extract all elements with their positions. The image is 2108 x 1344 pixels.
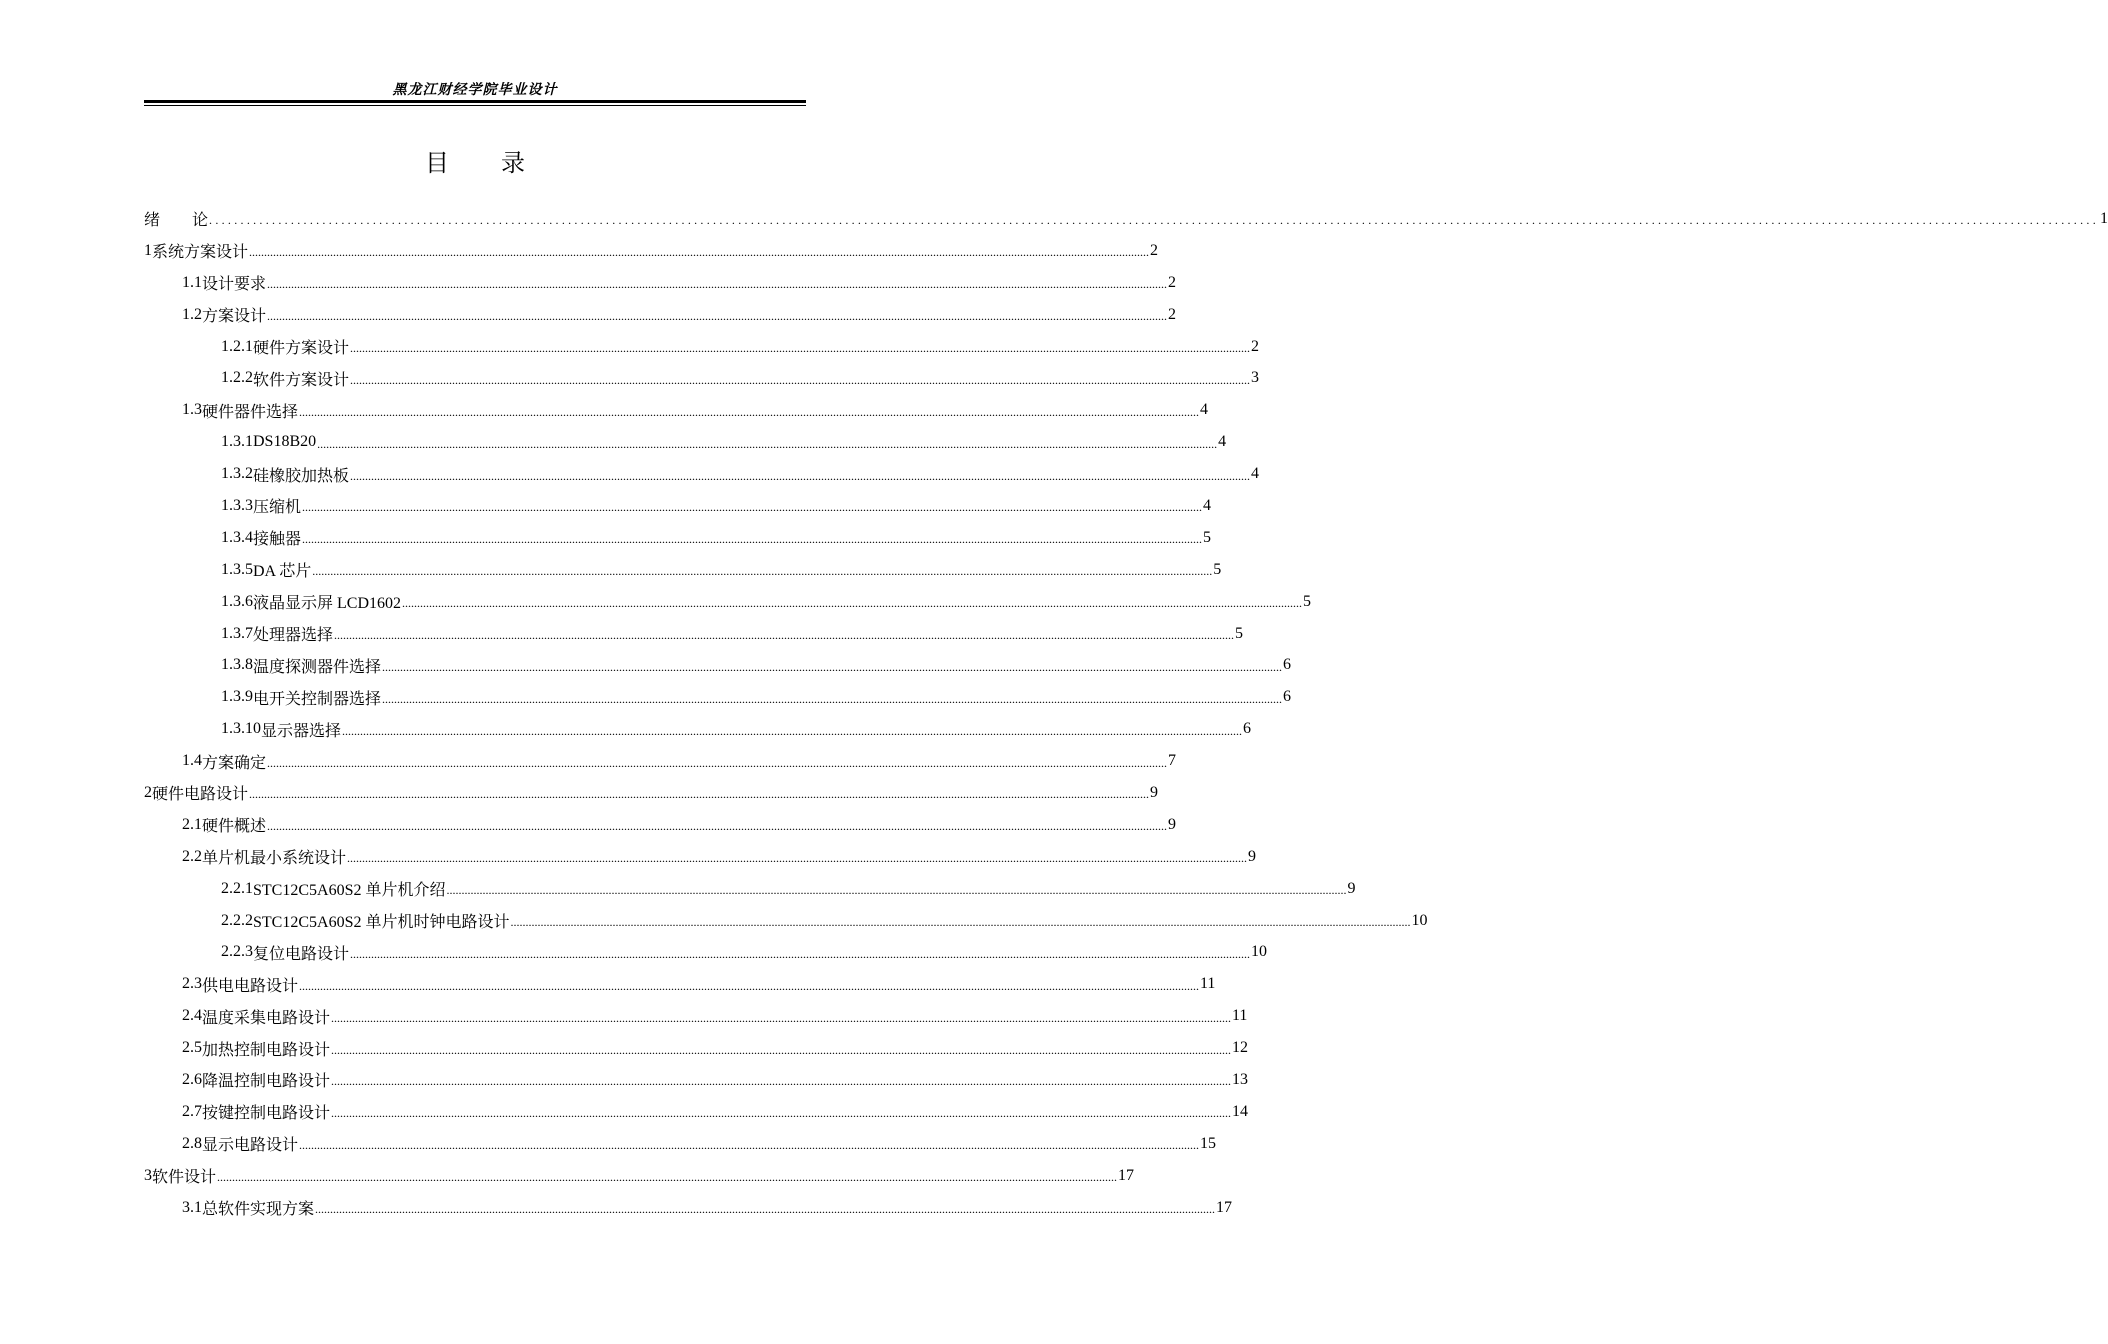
toc-entry-page: 5 — [1203, 528, 1212, 546]
toc-entry-number: 1.3.1 — [221, 433, 253, 451]
header-rule-thick — [144, 100, 806, 103]
toc-entry[interactable] — [144, 1064, 1249, 1096]
toc-entry-number: 1.3.9 — [221, 688, 253, 706]
toc-dot-leader: ............................................................................................................................................................................................................................................................................................................ — [350, 946, 1251, 961]
toc-heading-left: 目 — [425, 151, 449, 177]
toc-entry[interactable] — [144, 936, 1268, 968]
toc-entry[interactable] — [144, 394, 1209, 426]
toc-entry[interactable] — [144, 681, 1292, 713]
toc-entry-title: DA 芯片 — [253, 563, 312, 581]
toc-dot-leader: ............................................................................................................................................................................................................................................................................................................ — [342, 723, 1243, 738]
toc-entry-number: 1.2.2 — [221, 369, 253, 387]
toc-entry[interactable] — [144, 1128, 1217, 1160]
toc-dot-leader: ............................................................................................................................................................................................................................................................................................................ — [350, 372, 1251, 387]
toc-entry[interactable] — [144, 809, 1177, 841]
toc-entry-page: 13 — [1232, 1070, 1249, 1088]
toc-entry-number: 1.3.3 — [221, 496, 253, 514]
toc-entry[interactable] — [144, 458, 1260, 490]
toc-entry[interactable] — [144, 490, 1212, 522]
toc-entry-number: 1.3.5 — [221, 560, 253, 578]
toc-entry-page: 5 — [1303, 592, 1312, 610]
toc-dot-leader: ............................................................................................................................................................................................................................................................................................................ — [315, 1202, 1216, 1217]
toc-entry-number: 1.3.4 — [221, 528, 253, 546]
toc-dot-leader: ............................................................................................................................................................................................................................................................................................................ — [267, 277, 1168, 292]
header-rule-thin — [144, 105, 806, 106]
toc-entry-page: 9 — [1168, 815, 1177, 833]
toc-entry-page: 2 — [1150, 241, 1159, 259]
toc-entry[interactable] — [144, 713, 1252, 745]
toc-dot-leader: ............................................................................................................................................................................................................................................................................................................ — [510, 915, 1411, 930]
toc-entry-page: 2 — [1168, 273, 1177, 291]
toc-entry-title: 单片机最小系统设计 — [202, 850, 347, 868]
toc-entry-title: 方案设计 — [202, 308, 267, 326]
toc-dot-leader: ............................................................................................................................................................................................................................................................................................................ — [249, 787, 1150, 802]
toc-entry-number: 1.1 — [182, 273, 202, 291]
running-header: 黑龙江财经学院毕业设计 — [392, 83, 558, 98]
toc-dot-leader: ............................................................................................................................................................................................................................................................................................................ — [347, 851, 1248, 866]
toc-entry-title: STC12C5A60S2 单片机介绍 — [253, 882, 446, 900]
toc-entry-title: 硬件方案设计 — [253, 340, 350, 357]
toc-entry-title: 复位电路设计 — [253, 945, 350, 963]
toc-entry-title: 压缩机 — [253, 499, 302, 517]
toc-entry-number: 2.2.3 — [221, 943, 253, 961]
toc-entry[interactable] — [144, 299, 1177, 331]
toc-entry-title: 硅橡胶加热板 — [253, 467, 350, 485]
toc-entry-page: 10 — [1411, 911, 1428, 929]
toc-entry[interactable] — [144, 649, 1292, 681]
toc-entry-title: 显示电路设计 — [202, 1137, 299, 1155]
toc-entry[interactable] — [144, 554, 1222, 586]
toc-entry-page: 9 — [1248, 847, 1257, 865]
toc-entry-page: 15 — [1200, 1134, 1217, 1152]
toc-entry[interactable] — [144, 905, 1428, 937]
toc-entry-number: 1 — [144, 241, 152, 259]
toc-entry-title: 设计要求 — [202, 276, 267, 294]
toc-entry-number: 1.3.6 — [221, 592, 253, 610]
toc-dot-leader: ............................................................................................................................................................................................................................................................................................................ — [334, 628, 1235, 643]
toc-entry-title: 软件方案设计 — [253, 371, 350, 389]
toc-entry-title: 系统方案设计 — [152, 244, 249, 262]
toc-entry-title: 电开关控制器选择 — [253, 690, 382, 708]
toc-dot-leader: ............................................................................................................................................................................................................................................................................................................ — [302, 500, 1203, 515]
toc-entry-number: 2.6 — [182, 1070, 202, 1088]
toc-entry-page: 6 — [1283, 688, 1292, 706]
toc-entry-title: STC12C5A60S2 单片机时钟电路设计 — [253, 914, 510, 932]
toc-entry-number: 1.3.8 — [221, 656, 253, 674]
toc-entry[interactable] — [144, 362, 1260, 394]
toc-entry[interactable] — [144, 777, 1159, 809]
toc-entry[interactable] — [144, 331, 1260, 363]
toc-entry-title: 接触器 — [253, 531, 302, 549]
toc-entry-number: 1.3.10 — [221, 720, 261, 738]
toc-entry-title: 温度采集电路设计 — [202, 1009, 331, 1027]
toc-dot-leader: ............................................................................................................................................................................................................................................................................................................ — [317, 436, 1218, 451]
toc-entry-number: 1.3.2 — [221, 465, 253, 483]
toc-dot-leader: ............................................................................................................................................................................................................................................................................................................ — [217, 1170, 1118, 1185]
toc-dot-leader: ............................................................................................................................................................................................................................................................................................................ — [299, 404, 1200, 419]
toc-entry[interactable] — [144, 1096, 1249, 1128]
toc-entry-number: 2.4 — [182, 1007, 202, 1025]
toc-entry[interactable] — [144, 1192, 1233, 1224]
toc-dot-leader: ............................................................................................................................................................................................................................................................................................................ — [331, 1106, 1232, 1121]
toc-entry-number: 2 — [144, 783, 152, 801]
toc-entry-page: 4 — [1251, 465, 1260, 483]
toc-entry-title: 供电电路设计 — [202, 977, 299, 995]
toc-dot-leader: ............................................................................................................................................................................................................................................................................................................ — [299, 978, 1200, 993]
toc-entry-title: 总软件实现方案 — [202, 1201, 315, 1219]
toc-entry[interactable] — [144, 745, 1177, 777]
toc-entry-page: 2 — [1168, 305, 1177, 323]
toc-entry-page: 11 — [1232, 1007, 1248, 1025]
toc-dot-leader: ............................................................................................................................................................................................................................................................................................................ — [299, 1138, 1200, 1153]
toc-entry-number: 2.1 — [182, 815, 202, 833]
toc-entry-number: 3.1 — [182, 1198, 202, 1216]
toc-entry-page: 1 — [2100, 209, 2108, 227]
toc-entry-title: 显示器选择 — [261, 722, 342, 740]
toc-entry-title: 软件设计 — [152, 1169, 217, 1187]
toc-entry-page: 6 — [1243, 720, 1252, 738]
toc-entry-title: 按键控制电路设计 — [202, 1105, 331, 1123]
toc-entry-page: 17 — [1118, 1166, 1135, 1184]
toc-entry-title: 温度探测器件选择 — [253, 658, 382, 676]
toc-entry[interactable] — [144, 873, 1356, 905]
toc-entry-number: 2.5 — [182, 1039, 202, 1057]
toc-entry-title: 液晶显示屏 LCD1602 — [253, 595, 402, 613]
toc-entry-page: 3 — [1251, 369, 1260, 387]
toc-dot-leader: ............................................................................................................................................................................................................................................................................................................ — [350, 341, 1251, 355]
toc-entry-title: 降温控制电路设计 — [202, 1073, 331, 1091]
toc-entry-page: 9 — [1347, 879, 1356, 897]
toc-entry[interactable] — [144, 426, 1227, 458]
toc-entry-number: 2.7 — [182, 1102, 202, 1120]
toc-entry-number: 2.8 — [182, 1134, 202, 1152]
toc-entry-page: 5 — [1235, 624, 1244, 642]
toc-dot-leader: ............................................................................................................................................................................................................................................................................................................ — [267, 309, 1168, 324]
toc-entry-page: 5 — [1213, 560, 1222, 578]
toc-dot-leader: ............................................................................................................................................................................................................................................................................................................ — [249, 245, 1150, 260]
toc-entry-number: 1.3.7 — [221, 624, 253, 642]
toc-entry[interactable] — [144, 586, 1312, 618]
toc-dot-leader: ............................................................................................................................................................................................................................................................................................................ — [446, 883, 1347, 898]
toc-entry-number: 1.3 — [182, 401, 202, 419]
toc-dot-leader: ............................................................................................................................................................................................................................................................................................................ — [302, 532, 1203, 547]
toc-dot-leader: ............................................................................................................................................................................................................................................................................................................ — [331, 1010, 1232, 1025]
toc-entry[interactable] — [144, 1000, 1248, 1032]
toc-dot-leader: ............................................................................................................................................................................................................................................................................................................ — [331, 1042, 1232, 1057]
table-of-contents — [144, 203, 2108, 1224]
toc-entry-page: 4 — [1203, 496, 1212, 514]
toc-entry-number: 3 — [144, 1166, 152, 1184]
toc-dot-leader: ............................................................................................................................................................................................................................................................................................................ — [331, 1074, 1232, 1089]
toc-entry[interactable] — [144, 203, 2108, 235]
toc-entry-number: 2.2.2 — [221, 911, 253, 929]
toc-heading-right: 录 — [501, 151, 525, 177]
toc-entry-number: 1.4 — [182, 752, 202, 770]
toc-entry-page: 7 — [1168, 752, 1177, 770]
toc-entry[interactable] — [144, 235, 1159, 267]
toc-entry-number: 1.2.1 — [221, 337, 253, 355]
toc-dot-leader: ............................................................................................................................................................................................................................................................................................................ — [209, 213, 2100, 228]
toc-entry-title: 处理器选择 — [253, 627, 334, 645]
toc-entry[interactable] — [144, 841, 1257, 873]
toc-entry-page: 2 — [1251, 337, 1260, 355]
toc-entry-title: 硬件概述 — [202, 818, 267, 836]
toc-entry[interactable] — [144, 618, 1244, 650]
toc-entry-title: 方案确定 — [202, 754, 267, 772]
toc-entry-page: 9 — [1150, 783, 1159, 801]
toc-entry[interactable] — [144, 522, 1212, 554]
toc-dot-leader: ............................................................................................................................................................................................................................................................................................................ — [382, 659, 1283, 674]
toc-entry[interactable] — [144, 1032, 1249, 1064]
toc-dot-leader: ............................................................................................................................................................................................................................................................................................................ — [402, 596, 1303, 611]
toc-entry-page: 12 — [1232, 1039, 1249, 1057]
toc-entry[interactable] — [144, 267, 1177, 299]
toc-entry-number: 2.2.1 — [221, 879, 253, 897]
toc-entry-title: 硬件器件选择 — [202, 403, 299, 421]
toc-entry-title: 加热控制电路设计 — [202, 1041, 331, 1059]
toc-dot-leader: ............................................................................................................................................................................................................................................................................................................ — [350, 468, 1251, 483]
toc-heading — [144, 143, 806, 178]
toc-entry-page: 11 — [1200, 975, 1216, 993]
toc-entry-number: 1.2 — [182, 305, 202, 323]
toc-entry-title: 硬件电路设计 — [152, 786, 249, 804]
toc-entry-number: 2.2 — [182, 847, 202, 865]
toc-entry-page: 14 — [1232, 1102, 1249, 1120]
toc-entry-page: 4 — [1200, 401, 1209, 419]
toc-dot-leader: ............................................................................................................................................................................................................................................................................................................ — [312, 564, 1213, 579]
toc-dot-leader: ............................................................................................................................................................................................................................................................................................................ — [267, 755, 1168, 770]
toc-entry[interactable] — [144, 968, 1216, 1000]
toc-entry-page: 4 — [1218, 433, 1227, 451]
toc-entry-page: 17 — [1216, 1198, 1233, 1216]
toc-entry[interactable] — [144, 1160, 1135, 1192]
toc-entry-page: 6 — [1283, 656, 1292, 674]
toc-dot-leader: ............................................................................................................................................................................................................................................................................................................ — [267, 819, 1168, 834]
toc-entry-number: 2.3 — [182, 975, 202, 993]
toc-entry-title: DS18B20 — [253, 433, 317, 451]
toc-dot-leader: ............................................................................................................................................................................................................................................................................................................ — [382, 691, 1283, 706]
toc-entry-title: 绪 论 — [144, 212, 209, 230]
toc-entry-page: 10 — [1251, 943, 1268, 961]
